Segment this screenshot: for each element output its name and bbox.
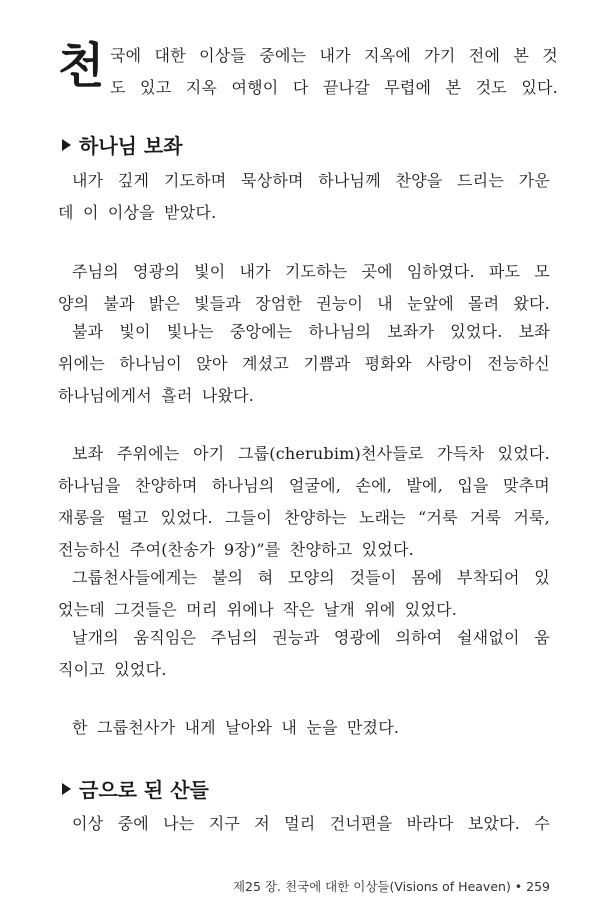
word: 파도: [488, 262, 521, 281]
word: 국에: [110, 46, 142, 65]
word: 전능하신: [487, 354, 550, 373]
word: 권능과: [272, 628, 320, 647]
word: 그들이: [225, 508, 272, 527]
word: 빛이: [119, 322, 151, 341]
word: 여행이: [231, 78, 279, 97]
word: 임하였다.: [406, 262, 475, 281]
word: 지구: [208, 814, 240, 833]
word: 떨고: [117, 508, 149, 527]
word: 가운: [518, 171, 550, 190]
word: 찬양하며: [134, 476, 198, 495]
section-heading: [62, 774, 209, 803]
word: 묵상하며: [241, 171, 304, 190]
word: 하나님께: [318, 171, 381, 190]
word: 도: [110, 78, 126, 97]
word: 부착되어: [457, 568, 520, 587]
word: 내가: [239, 262, 271, 281]
word: 멀리: [284, 814, 316, 833]
word: 빛나는: [166, 322, 214, 341]
word: 모: [534, 262, 550, 281]
word: 장엄한: [255, 294, 303, 313]
word: 사랑이: [425, 354, 473, 373]
word: 무렵에: [384, 78, 432, 97]
word: 있었다.: [450, 322, 503, 341]
word: 중앙에는: [229, 322, 293, 341]
word: 모양의: [288, 568, 335, 587]
word: 거룩,: [513, 508, 550, 527]
word: 기쁨과: [303, 354, 351, 373]
word: 보좌가: [387, 322, 435, 341]
word: 있었다.: [497, 444, 550, 463]
word: 빛들과: [194, 294, 242, 313]
word: 있다.: [521, 78, 558, 97]
word: 권능이: [316, 294, 364, 313]
text-line: [58, 438, 550, 470]
triangle-bullet-icon: [62, 783, 71, 795]
word: 내가: [72, 171, 104, 190]
word: 내가: [319, 46, 351, 65]
text-line: [58, 316, 550, 348]
word: “거룩: [418, 508, 458, 527]
word: 혀: [257, 568, 274, 587]
text-line: [58, 165, 550, 197]
text-line: 전능하신 주여(찬송가 9장)”를 찬양하고 있었다.: [58, 540, 414, 559]
word: 노래는: [358, 508, 406, 527]
word: 영광의: [133, 262, 180, 281]
word: 쉴새없이: [457, 628, 520, 647]
word: 것들이: [349, 568, 397, 587]
word: 맞추며: [502, 476, 550, 495]
triangle-bullet-icon: [62, 139, 71, 151]
word: 내: [377, 294, 393, 313]
word: 깊게: [117, 171, 150, 190]
word: 영광에: [333, 628, 381, 647]
word: 양의: [58, 294, 90, 313]
word: 것도: [475, 78, 507, 97]
word: 앉아: [196, 354, 228, 373]
word: 재롱을: [58, 508, 105, 527]
word: 날개의: [72, 628, 119, 647]
word: 위에는: [58, 354, 105, 373]
word: 찬양하는: [284, 508, 347, 527]
word: 보았다.: [467, 814, 521, 833]
word: 찬양을: [395, 171, 443, 190]
word: 왔다.: [513, 294, 550, 313]
text-line: 직이고 있었다.: [58, 660, 167, 679]
word: 저: [254, 814, 270, 833]
word: 하나님이: [119, 354, 182, 373]
section-heading-text: 하나님 보좌: [79, 134, 183, 158]
word: 눈앞에: [406, 294, 454, 313]
word: 끝나갈: [322, 78, 370, 97]
word: 가기: [424, 46, 456, 65]
intro-paragraph: [58, 40, 558, 120]
word: 있었다.: [160, 508, 213, 527]
word: 중에: [117, 814, 149, 833]
word: 지옥에: [364, 46, 412, 65]
word: 거룩: [469, 508, 502, 527]
word: 계셨고: [241, 354, 289, 373]
word: 주위에는: [116, 444, 180, 463]
paragraph: [58, 438, 550, 566]
word: 것: [542, 46, 558, 65]
word: 이상들: [199, 46, 247, 65]
paragraph: [58, 712, 550, 744]
word: 평화와: [364, 354, 412, 373]
word: 기도하는: [284, 262, 348, 281]
word: 의하여: [395, 628, 443, 647]
word: 주님의: [72, 262, 119, 281]
text-line: [110, 72, 558, 104]
text-line: [58, 502, 550, 534]
word: 전에: [468, 46, 501, 65]
word: 이상: [72, 814, 104, 833]
page-footer: 제25 장. 천국에 대한 이상들(Visions of Heaven) • 259: [232, 879, 550, 894]
word: 손에,: [355, 476, 393, 495]
text-line: [58, 470, 550, 502]
text-line: 데 이 이상을 받았다.: [58, 203, 217, 222]
word: 하나님의: [211, 476, 275, 495]
word: 지옥: [185, 78, 218, 97]
paragraph: [58, 622, 550, 686]
word: 하나님을: [58, 476, 121, 495]
text-line: 한 그룹천사가 내게 날아와 내 눈을 만졌다.: [72, 718, 400, 737]
word: 기도하며: [163, 171, 227, 190]
word: 불의: [211, 568, 244, 587]
word: 있고: [140, 78, 172, 97]
word: 움직임은: [133, 628, 197, 647]
word: 그룹천사들에게는: [72, 568, 198, 587]
word: 입을: [457, 476, 489, 495]
word: 주님의: [210, 628, 258, 647]
word: 발에,: [406, 476, 443, 495]
paragraph: [58, 808, 550, 840]
word: 몸에: [411, 568, 443, 587]
word: 아기: [193, 444, 225, 463]
word: 건너편을: [329, 814, 393, 833]
word: 몰려: [467, 294, 500, 313]
word: 그룹(cherubim)천사들로: [237, 444, 424, 463]
word: 수: [534, 814, 550, 833]
paragraph: [58, 256, 550, 320]
paragraph: [58, 562, 550, 626]
section-heading: [62, 130, 183, 159]
word: 불과: [72, 322, 104, 341]
text-line: [58, 622, 550, 654]
drop-cap: 천: [58, 38, 105, 94]
word: 가득차: [437, 444, 485, 463]
word: 하나님의: [308, 322, 372, 341]
word: 밝은: [148, 294, 181, 313]
word: 바라다: [406, 814, 454, 833]
word: 있: [534, 568, 550, 587]
word: 곳에: [361, 262, 393, 281]
text-line: [110, 40, 558, 72]
word: 드리는: [457, 171, 504, 190]
paragraph: [58, 316, 550, 412]
word: 보좌: [72, 444, 104, 463]
word: 대한: [154, 46, 186, 65]
text-line: [58, 808, 550, 840]
text-line: 하나님에게서 흘러 나왔다.: [58, 386, 255, 405]
word: 본: [513, 46, 529, 65]
paragraph: [58, 165, 550, 229]
text-line: [58, 256, 550, 288]
text-line: [58, 348, 550, 380]
word: 보좌: [518, 322, 550, 341]
text-line: 었는데 그것들은 머리 위에나 작은 날개 위에 있었다.: [58, 600, 458, 619]
text-line: [58, 562, 550, 594]
word: 다: [292, 78, 309, 97]
word: 중에는: [259, 46, 307, 65]
word: 빛이: [194, 262, 226, 281]
word: 나는: [163, 814, 195, 833]
word: 움: [534, 628, 550, 647]
word: 얼굴에,: [288, 476, 342, 495]
word: 불과: [103, 294, 135, 313]
word: 본: [445, 78, 462, 97]
section-heading-text: 금으로 된 산들: [79, 778, 209, 802]
